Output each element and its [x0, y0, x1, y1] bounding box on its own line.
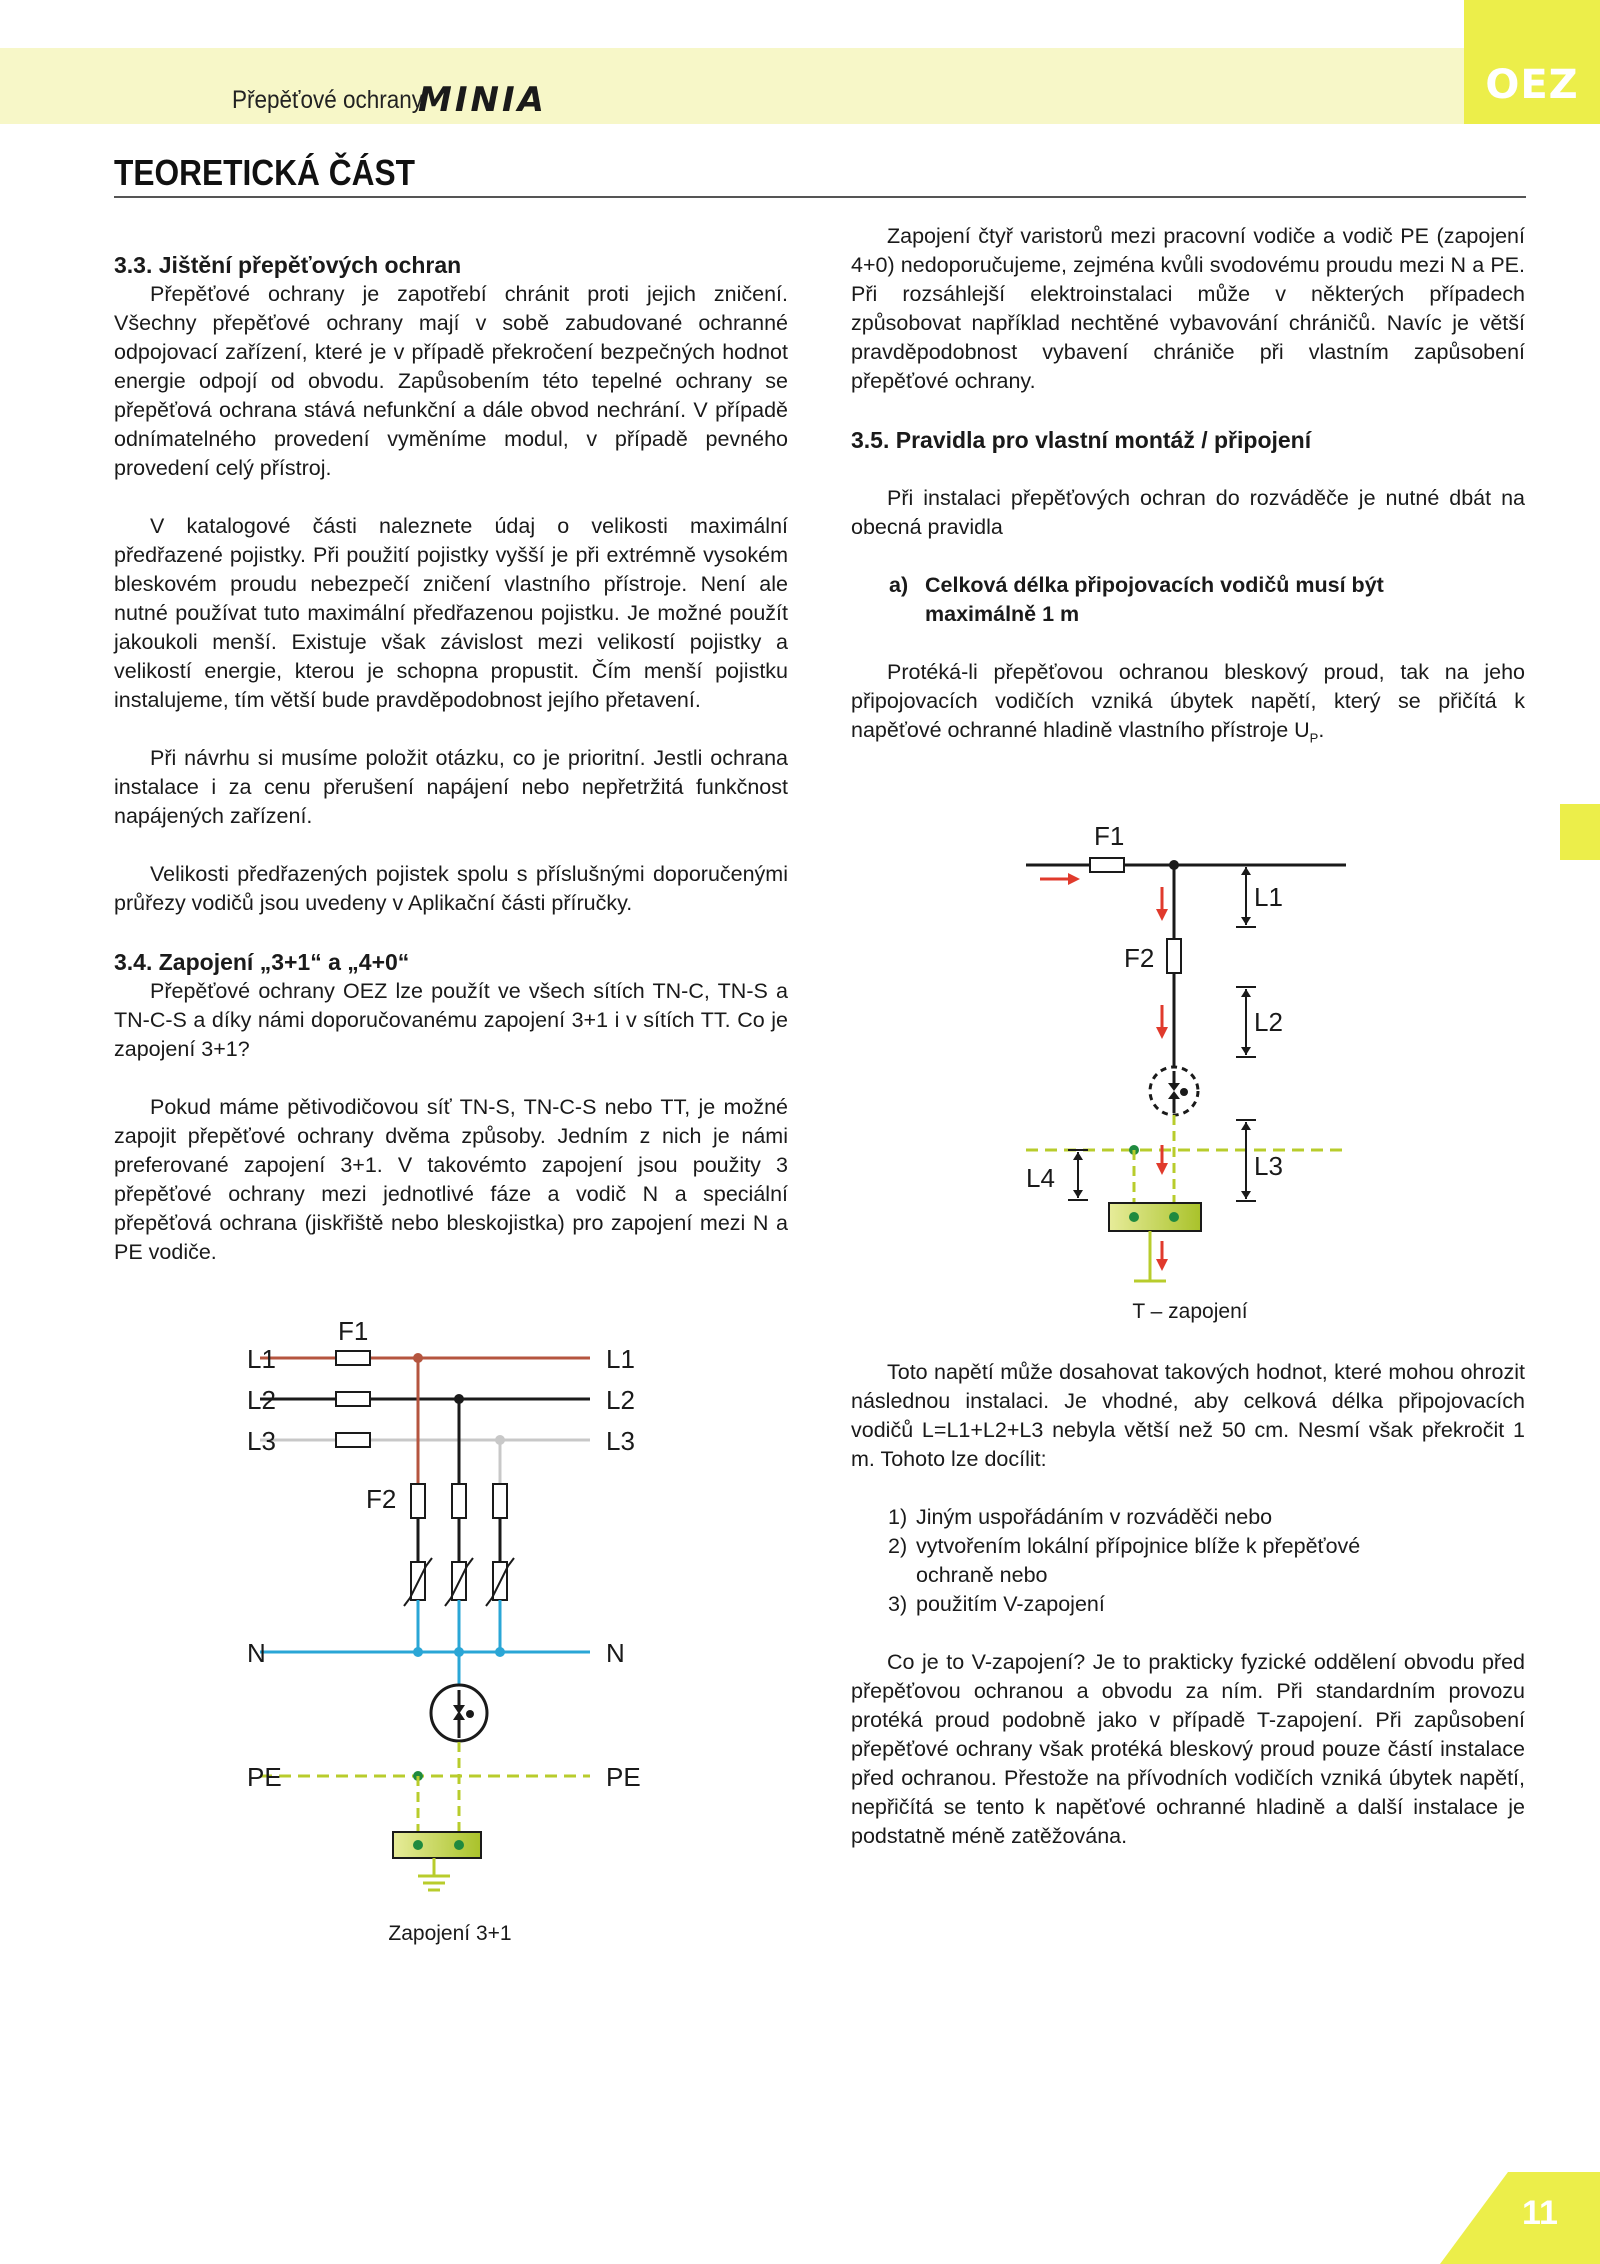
side-tab-marker	[1560, 804, 1600, 860]
label-l3-right: L3	[606, 1426, 635, 1456]
label-l1-right: L1	[606, 1344, 635, 1374]
label-l2-right: L2	[606, 1385, 635, 1415]
current-arrow-icon	[1040, 873, 1080, 885]
paragraph: Při návrhu si musíme položit otázku, co je prioritní. Jestli ochrana instalace i za cenu přerušení napájení nebo nepřetržitá funkčnost napájených zařízení.	[114, 746, 788, 828]
label-l4: L4	[1026, 1163, 1055, 1193]
brand-logo: MINIA	[418, 80, 547, 120]
caption-3plus1: Zapojení 3+1	[388, 1922, 512, 1945]
current-arrow-icon	[1156, 887, 1168, 921]
label-l2: L2	[1254, 1007, 1283, 1037]
label-n-right: N	[606, 1638, 625, 1668]
fuse-f1-l3	[336, 1433, 370, 1447]
ground-icon	[418, 1858, 450, 1890]
paragraph: Velikosti předřazených pojistek spolu s příslušnými doporučenými průřezy vodičů jsou uvedeny v Aplikační části příručky.	[114, 862, 788, 915]
title-divider	[114, 196, 1526, 198]
label-n-left: N	[247, 1638, 266, 1668]
paragraph-up: Protéká-li přepěťovou ochranou bleskový proud, tak na jeho připojovacích vodičích vzniká úbytek napětí, který se přičítá k napěťové ochranné hladině vlastního přístroje $U_P$.	[851, 660, 1525, 746]
label-f2: F2	[1124, 943, 1155, 973]
diagram-t-connection	[1010, 815, 1370, 1295]
heading-3-4: 3.4. Zapojení „3+1“ a „4+0“	[114, 949, 410, 975]
label-l1-left: L1	[247, 1344, 276, 1374]
section-title: TEORETICKÁ ČÁST	[114, 152, 415, 193]
earthing-bar	[393, 1832, 481, 1858]
spark-gap-icon	[431, 1685, 487, 1741]
label-f2: F2	[366, 1484, 397, 1514]
label-pe-right: PE	[606, 1762, 641, 1792]
label-l3-left: L3	[247, 1426, 276, 1456]
rule-a-text: Celková délka připojovacích vodičů musí být maximálně 1 m	[925, 573, 1384, 626]
rule-a	[889, 571, 1525, 629]
page-number: 11	[1522, 2194, 1558, 2232]
paragraph: Přepěťové ochrany je zapotřebí chránit proti jejich zničení. Všechny přepěťové ochrany mají v sobě zabudované ochranné odpojovací zařízení, které je v případě překročení bezpečných hodnot energie odpojí od obvodu. Zapůsobením této tepelné ochrany se přepěťová ochrana stává nefunkční a dále obvod nechrání. V případě odnímatelného provedení vyměníme modul, v případě pevného provedení celý přístroj.	[114, 282, 788, 480]
right-column	[851, 222, 1525, 752]
paragraph: Při instalaci přepěťových ochran do rozváděče je nutné dbát na obecná pravidla	[851, 486, 1525, 539]
fuse-f2-l2	[452, 1484, 466, 1518]
fuse-f2	[1167, 939, 1181, 973]
label-pe-left: PE	[247, 1762, 282, 1792]
list-item: 3) použitím V-zapojení	[888, 1592, 1105, 1616]
surge-protector-icon	[1150, 1067, 1198, 1115]
fuse-f2-l1	[411, 1484, 425, 1518]
label-l1: L1	[1254, 882, 1283, 912]
header-title: Přepěťové ochrany	[232, 86, 424, 114]
label-l2-left: L2	[247, 1385, 276, 1415]
diagram-3plus1	[230, 1300, 660, 1900]
current-arrow-icon	[1156, 1005, 1168, 1039]
list-item: 1) Jiným uspořádáním v rozváděči nebo	[888, 1505, 1273, 1529]
paragraph: Přepěťové ochrany OEZ lze použít ve všech sítích TN-C, TN-S a TN-C-S a díky námi doporučovanému zapojení 3+1 i v sítích TT. Co je zapojení 3+1?	[114, 979, 788, 1061]
paragraph: Co je to V-zapojení? Je to prakticky fyzické oddělení obvodu před přepěťovou ochranou a obvodu za ním. Při standardním provozu protéká proud podobně jako v případě T-zapojení. Při zapůsobení přepěťové ochrany však protéká bleskový proud pouze částí instalace před ochranou. Přestože na přívodních vodičích vzniká úbytek napětí, nepřičítá se tento k napěťové ochranné hladině a další instalace je podstatně méně zatěžována.	[851, 1650, 1525, 1848]
paragraph: Pokud máme pětivodičovou síť TN-S, TN-C-S nebo TT, je možné zapojit přepěťové ochrany dvěma způsoby. Jedním z nich je námi preferované zapojení 3+1. V takovémto zapojení jsou použity 3 přepěťové ochrany mezi jednotlivé fáze a vodič N a speciální přepěťová ochrana (jiskřiště nebo bleskojistka) pro zapojení mezi N a PE vodiče.	[114, 1095, 788, 1264]
varistor-l2	[445, 1558, 473, 1606]
list-item: 2) vytvořením lokální přípojnice blíže k přepěťové ochraně nebo	[888, 1534, 1361, 1587]
varistor-l3	[486, 1558, 514, 1606]
page-number-badge	[1440, 2172, 1600, 2264]
oez-logo: OEZ	[1464, 0, 1600, 124]
left-column	[114, 250, 788, 1267]
fuse-f1	[1090, 858, 1124, 872]
fuse-f1-l1	[336, 1351, 370, 1365]
right-column-lower	[851, 1358, 1525, 1851]
varistor-l1	[404, 1558, 432, 1606]
earthing-bar	[1109, 1203, 1201, 1231]
paragraph: Toto napětí může dosahovat takových hodnot, které mohou ohrozit následnou instalaci. Je vhodné, aby celková délka připojovacích vodičů L=L1+L2+L3 nebyla větší než 50 cm. Nesmí však překročit 1 m. Tohoto lze docílit:	[851, 1360, 1525, 1471]
current-arrow-icon	[1156, 1241, 1168, 1271]
paragraph: V katalogové části naleznete údaj o velikosti maximální předřazené pojistky. Při použití pojistky vyšší je při extrémně vysokém bleskovém proudu nebezpečí zničení vlastního přístroje. Není ale nutné používat tuto maximální předřazenou pojistku. Je možné použít jakoukoli menší. Existuje však závislost mezi velikostí pojistky a velikostí energie, kterou je schopna propustit. Čím menší pojistku instalujeme, tím větší bude pravděpodobnost jejího přetavení.	[114, 514, 788, 712]
method-list	[888, 1503, 1525, 1619]
paragraph: Zapojení čtyř varistorů mezi pracovní vodiče a vodič PE (zapojení 4+0) nedoporučujeme, zejména kvůli svodovému proudu mezi N a PE. Při rozsáhlejší elektroinstalaci může v některých případech způsobovat například nechtěné vybavování chráničů. Navíc je větší pravděpodobnost vybavení chrániče při vlastním zapůsobení přepěťové ochrany.	[851, 224, 1525, 393]
fuse-f2-l3	[493, 1484, 507, 1518]
heading-3-5: 3.5. Pravidla pro vlastní montáž / připojení	[851, 427, 1312, 453]
heading-3-3: 3.3. Jištění přepěťových ochran	[114, 252, 462, 278]
caption-t-connection: T – zapojení	[1132, 1300, 1248, 1323]
label-f1: F1	[338, 1316, 369, 1346]
label-f1: F1	[1094, 821, 1125, 851]
fuse-f1-l2	[336, 1392, 370, 1406]
rule-a-letter: a)	[889, 573, 909, 597]
label-l3: L3	[1254, 1151, 1283, 1181]
